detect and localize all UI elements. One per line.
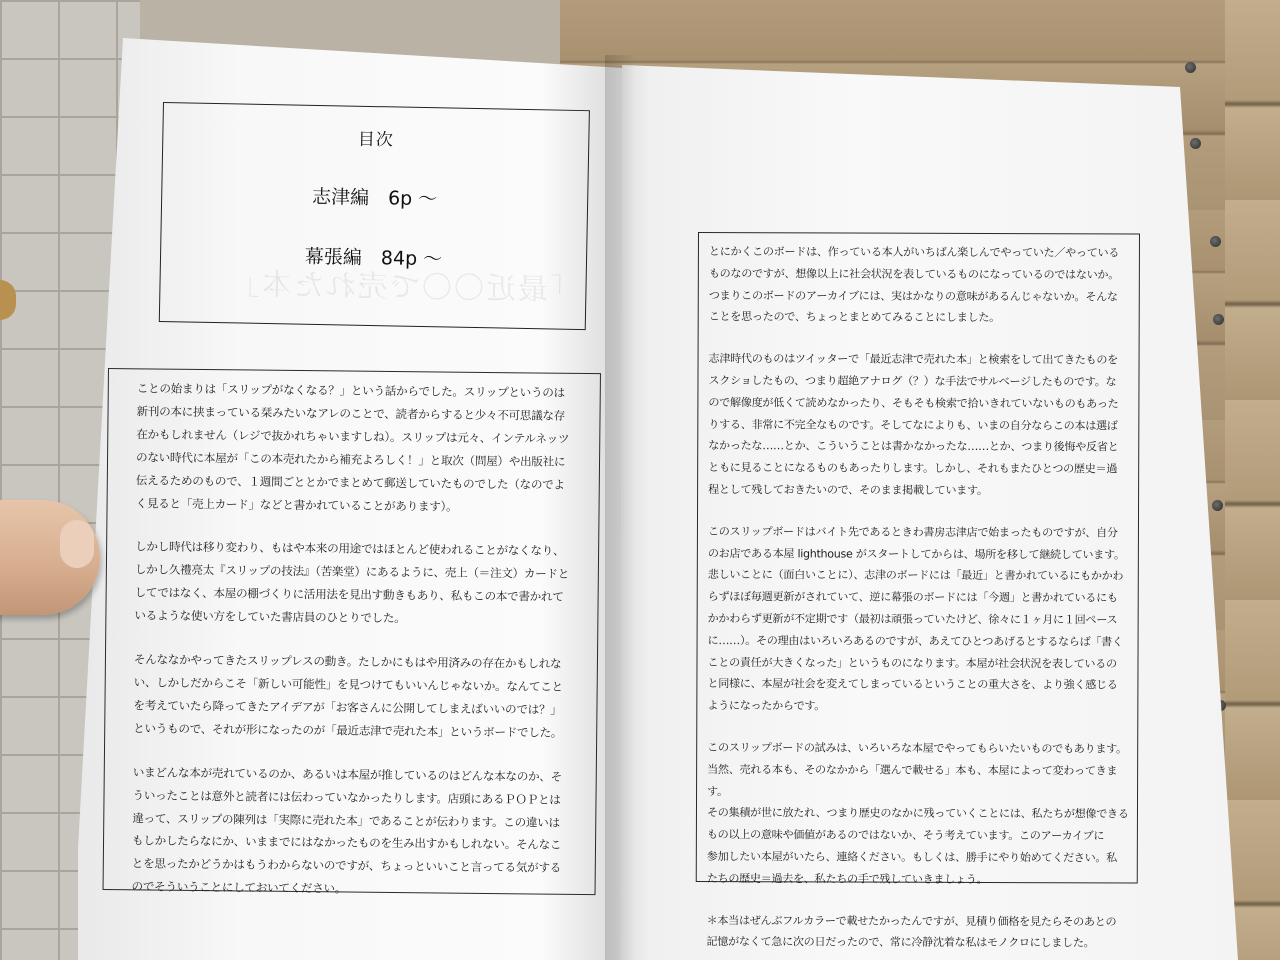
left-text-box — [103, 368, 601, 895]
paragraph: ＊本当はぜんぶフルカラーで載せたかったんですが、見積り価格を見たらそのあとの 記憶がなくて急に次の日だったので、常に冷静沈着な私はモノクロにしました。 — [706, 913, 1117, 950]
screw-icon — [1210, 236, 1221, 247]
toc-title: 目次 — [357, 129, 394, 151]
paragraph: しかし時代は移り変わり、もはや本来の用途ではほとんど使われることがなくなり、 しかし久禮亮太『スリップの技法』（苦楽堂）にあるように、売上（＝注文）カードと してではなく、本屋の棚づくりに活用法を見出す動きもあり、私もこの本で書かれて いるような使い方をしていた書店員のひとりでした。 — [134, 539, 570, 626]
paragraph: とにかくこのボードは、作っている本人がいちばん楽しんでやっていた／やっている ものなのですが、想像以上に社会状況を表しているものになっているのではないか。 つまりこのボードのアーカイブには、実はかなりの意味があるんじゃないか。そんな ことを思ったので、ちょっとまとめてみることにしました。 — [708, 245, 1120, 325]
screw-icon — [1190, 138, 1201, 149]
toc-entry: 志津編 6p 〜 — [311, 185, 438, 211]
paragraph: このスリップボードはバイト先であるときわ書房志津店で始まったものですが、自分 のお店である本屋 lighthouse がスタートしてからは、場所を移して継続しています。 悲しいことに（面白いことに）、志津のボードには「最近」と書かれているにもかかわ らずほぼ毎週更新がされていて、逆に幕張のボードには「今週」と書かれているにも かかわらず更新が不定期です（最初は頑張っていたけど、徐々に１ヶ月に１回ペース に……）。その理由はいろいろあるのですが、あえてひとつあげるとするならば「書く ことの責任が大きくなった」というものになります。本屋が社会状況を表しているの と同様に、本屋が社会を変えてしまっているということの重大さを、より強く感じる ようになったからです。 — [707, 524, 1125, 713]
paragraph: このスリップボードの試みは、いろいろな本屋でやってもらいたいものでもあります。 当然、売れる本も、そのなかから「選んで載せる」本も、本屋によって変わってきます。 その集積が世に放たれ、つまり歴史のなかに残っていくことには、私たちが想像できる もの以上の意味や価値があるのではないか、そう考えています。このアーカイブに 参加したい本屋がいたら、連絡ください。もしくは、勝手にやり始めてください。私 たちの歴史＝過去を、私たちの手で残していきましょう。 — [706, 740, 1129, 886]
table-of-contents — [159, 102, 590, 330]
right-text-box — [696, 232, 1140, 950]
paragraph: 志津時代のものはツイッターで「最近志津で売れた本」と検索をして出てきたものを スクショしたもの、つまり超絶アナログ（？）な手法でサルベージしたものです。な ので解像度が低くて読めなかったり、そもそも検索で拾いきれていないものもあった りする、非常に不完全なものです。そしてなによりも、いまの自分ならこの本は選ば なかったな……とか、こういうことは書かなかったな……とか、つまり後悔や反省と ともに見ることになるものもあったりします。しかし、それもまたひとつの歴史＝過 程として残しておきたいので、そのまま掲載しています。 — [708, 352, 1119, 497]
wooden-deck-edge — [1225, 0, 1280, 960]
paragraph: そんななかやってきたスリップレスの動き。たしかにもはや用済みの存在かもしれな い、しかしだからこそ「新しい可能性」を見つけてもいいんじゃないか。なんてこと を考えていたら降ってきたアイデアが「お客さんに公開してしまえばいいのでは？」 というもので、それが形になったのが「最近志津で売れた本」というボードでした。 — [133, 652, 563, 740]
screw-icon — [1212, 500, 1223, 511]
toc-entry: 幕張編 84p 〜 — [304, 245, 443, 271]
screw-icon — [1185, 62, 1196, 73]
paragraph: いまどんな本が売れているのか、あるいは本屋が推しているのはどんな本なのか、そ ういったことは意外と読者には伝わっていなかったりします。店頭にあるＰＯＰとは 違って、スリップの陳列は「実際に売れた本」であることが伝わります。この違いは もしかしたらなにか、いままでにはなかったものを生み出すかもしれない。そんなこ とを思ったかどうかはもうわからないのですが、ちょっといいこと言ってる気がする のでそういうことにしておいてください。 — [131, 764, 562, 896]
thumbnail — [60, 520, 94, 568]
book-gutter — [605, 55, 635, 960]
paragraph: ことの始まりは「スリップがなくなる？」という話からでした。スリップというのは 新刊の本に挟まっている栞みたいなアレのことで、読者からすると少々不可思議な存 在かもしれません（レジで抜かれちゃいますしね）。スリップは元々、インテルネッツ のない時代に本屋が「この本売れたから補充よろしく！」と取次（問屋）や出版社に 伝えるためのもので、１週間ごととかでまとめて郵送していたものでした（なのでよ く見ると「売上カード」などと書かれていることがあります）。 — [135, 381, 570, 514]
screw-icon — [1213, 314, 1224, 325]
show-through-text: 「最近〇〇で売れた本」 — [227, 266, 581, 309]
